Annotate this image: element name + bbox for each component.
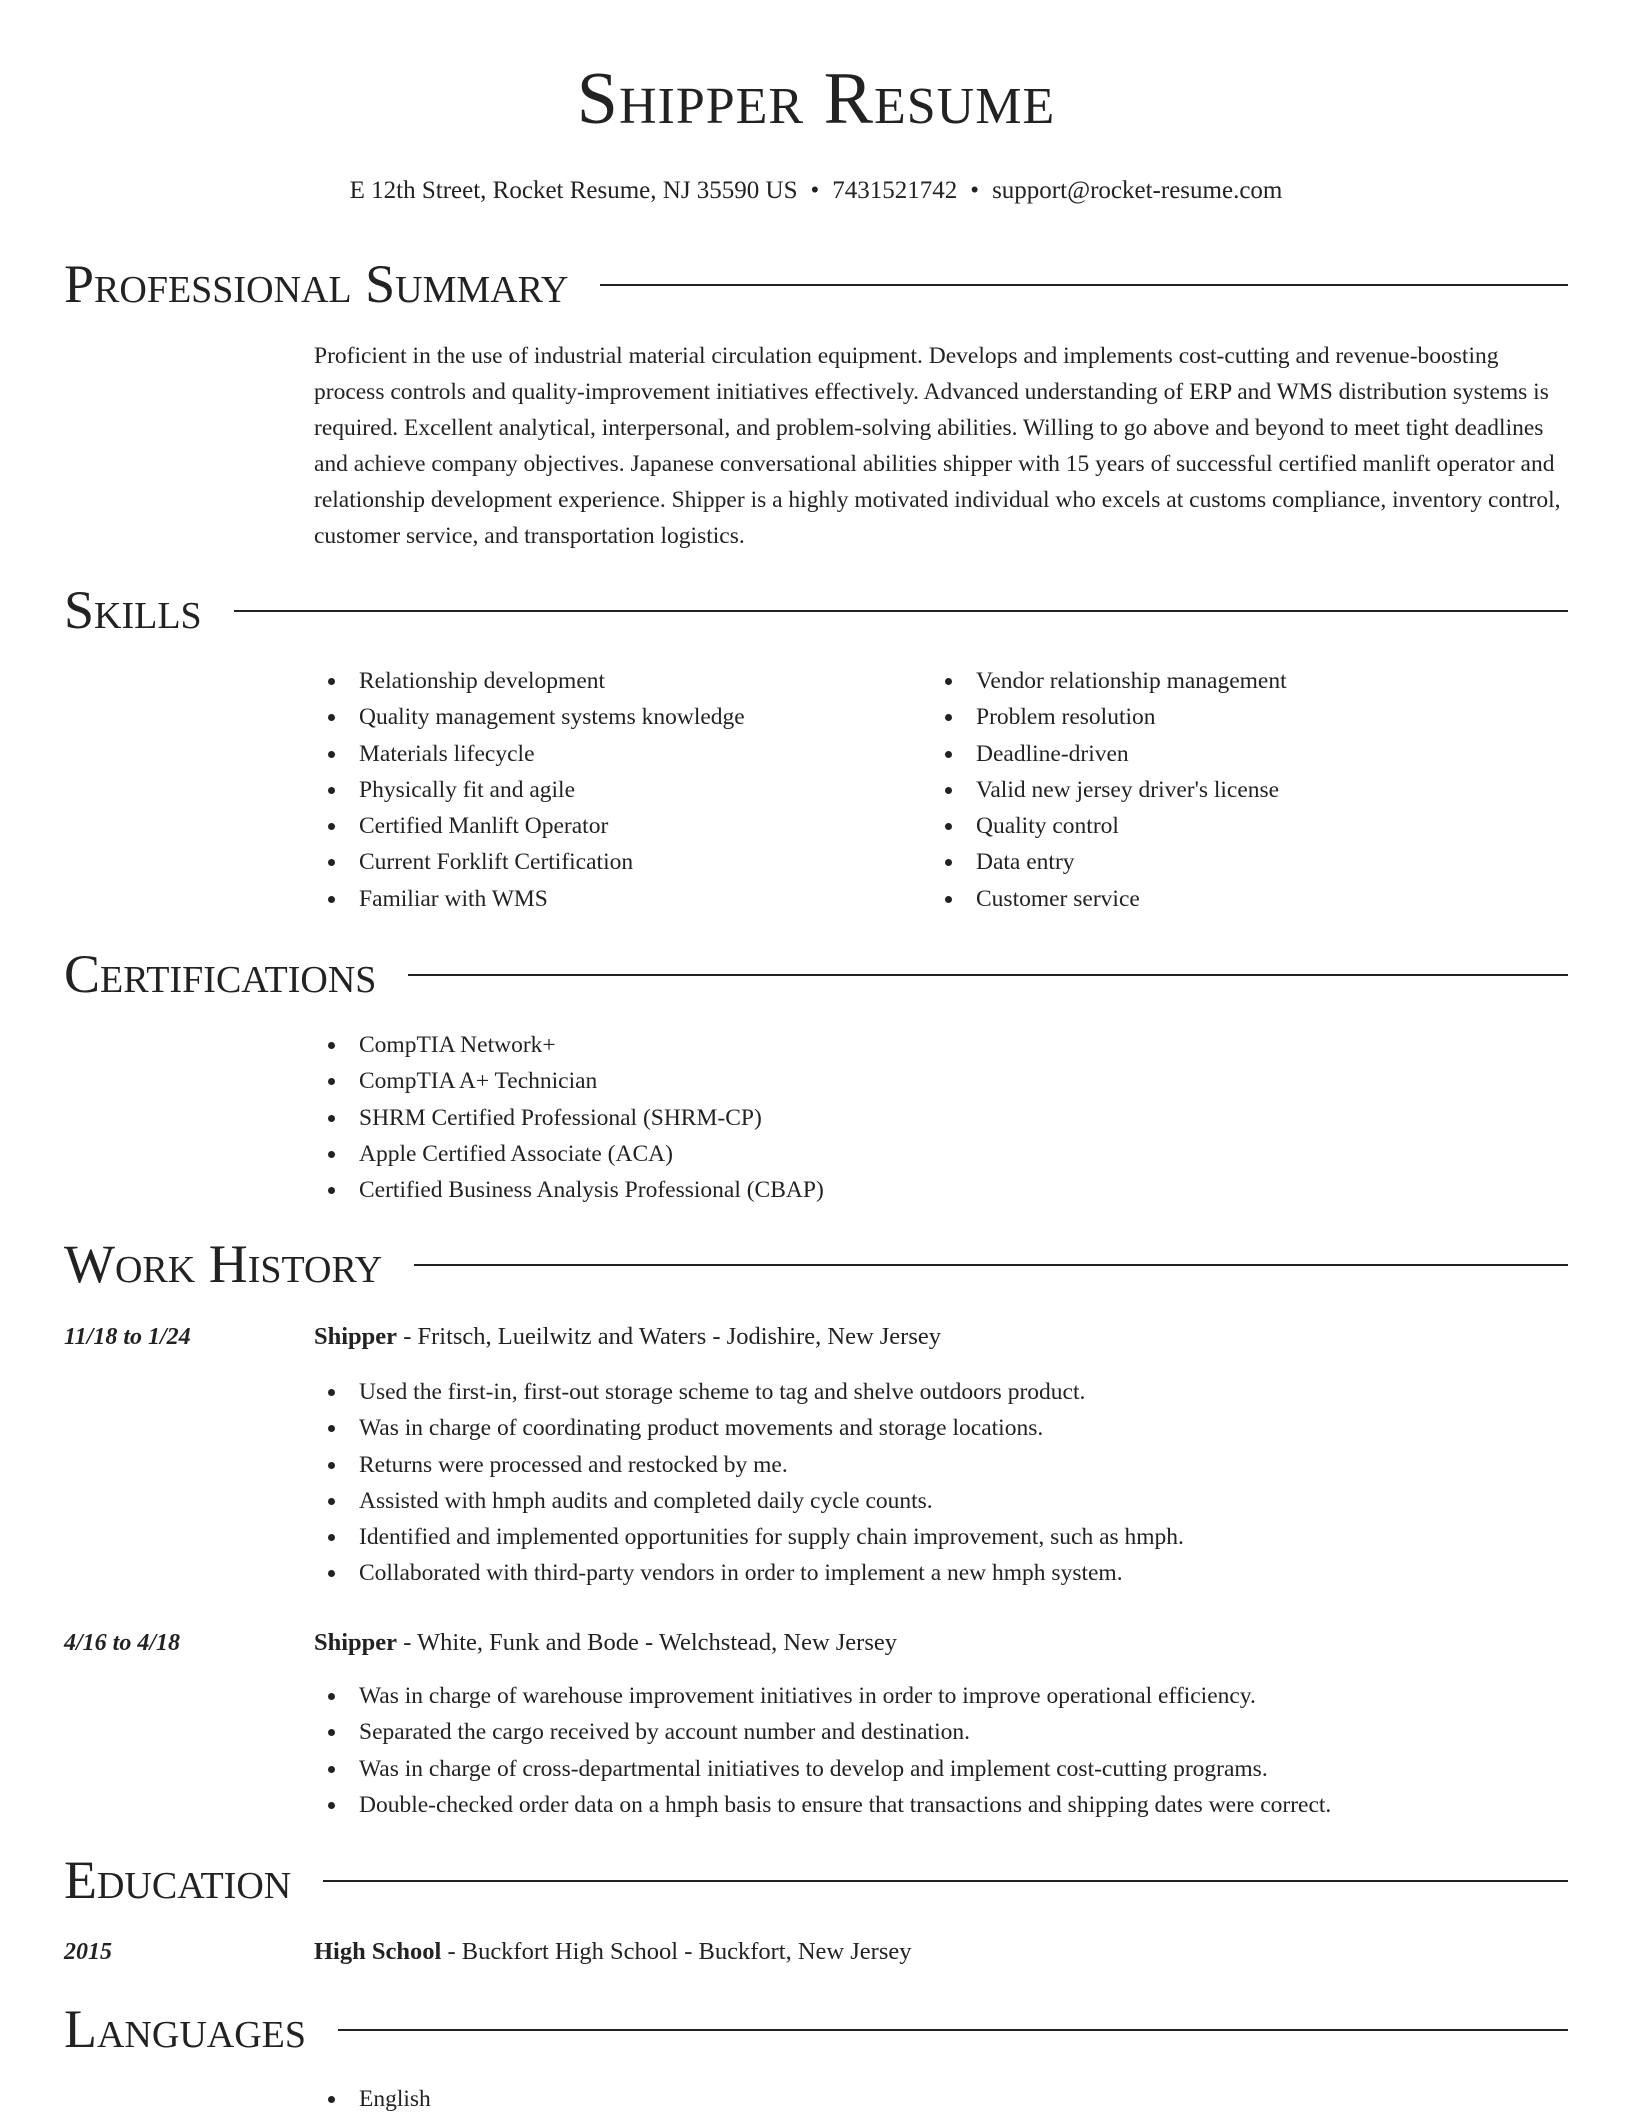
- contact-separator: •: [810, 177, 820, 204]
- certification-item: Apple Certified Associate (ACA): [314, 1136, 1568, 1172]
- skill-item: Deadline-driven: [931, 736, 1548, 772]
- resume-name: Shipper Resume: [576, 58, 1056, 140]
- job-bullets-block: [314, 1678, 1568, 1823]
- bullet-icon: [945, 896, 952, 903]
- job-role: Shipper: [314, 1323, 398, 1350]
- skill-item: Valid new jersey driver's license: [931, 772, 1548, 808]
- bullet-icon: [945, 678, 952, 685]
- contact-phone: 7431521742: [832, 177, 958, 204]
- bullet-icon: [328, 1570, 335, 1577]
- job-details: - White, Funk and Bode - Welchstead, New Jersey: [397, 1629, 897, 1656]
- job-bullet: Returns were processed and restocked by me.: [314, 1447, 1568, 1483]
- bullet-icon: [328, 823, 335, 830]
- job-bullets: [314, 1678, 1568, 1823]
- bullet-icon: [328, 1802, 335, 1809]
- bullet-icon: [945, 859, 952, 866]
- job-bullet: Was in charge of coordinating product movements and storage locations.: [314, 1410, 1568, 1446]
- skill-item: Physically fit and agile: [314, 772, 931, 808]
- bullet-icon: [328, 1766, 335, 1773]
- job-bullet: Assisted with hmph audits and completed daily cycle counts.: [314, 1483, 1568, 1519]
- job-details: - Fritsch, Lueilwitz and Waters - Jodishire, New Jersey: [397, 1323, 941, 1350]
- bullet-icon: [328, 1151, 335, 1158]
- education-degree: High School: [314, 1938, 442, 1965]
- contact-separator: •: [970, 177, 980, 204]
- bullet-icon: [328, 896, 335, 903]
- skill-item: Quality management systems knowledge: [314, 699, 931, 735]
- section-divider: [600, 284, 1568, 286]
- bullet-icon: [328, 1693, 335, 1700]
- education-section-header: [64, 1848, 1568, 1912]
- summary-title: Professional Summary: [64, 254, 569, 314]
- skill-item: Problem resolution: [931, 699, 1548, 735]
- skill-item: Familiar with WMS: [314, 881, 931, 917]
- skill-item: Certified Manlift Operator: [314, 808, 931, 844]
- skill-item: Materials lifecycle: [314, 736, 931, 772]
- skill-item: Data entry: [931, 844, 1548, 880]
- languages-title: Languages: [64, 1999, 306, 2059]
- certification-item: CompTIA Network+: [314, 1027, 1568, 1063]
- education-title: Education: [64, 1850, 292, 1910]
- skill-item: Customer service: [931, 881, 1548, 917]
- job-bullets: [314, 1374, 1568, 1592]
- bullet-icon: [328, 859, 335, 866]
- skills-block: [314, 663, 1568, 917]
- bullet-icon: [328, 1425, 335, 1432]
- section-divider: [414, 1264, 1568, 1266]
- certifications-title: Certifications: [64, 944, 377, 1004]
- job-heading: [314, 1628, 897, 1658]
- job-bullet: Used the first-in, first-out storage scheme to tag and shelve outdoors product.: [314, 1374, 1568, 1410]
- certifications-list: [314, 1027, 1568, 1208]
- education-year: 2015: [64, 1939, 112, 1965]
- job-bullet: Separated the cargo received by account number and destination.: [314, 1714, 1568, 1750]
- certifications-section-header: [64, 942, 1568, 1006]
- job-dates: 4/16 to 4/18: [64, 1630, 181, 1656]
- skill-item: Relationship development: [314, 663, 931, 699]
- job-bullets-block: [314, 1374, 1568, 1592]
- contact-address: E 12th Street, Rocket Resume, NJ 35590 US: [349, 177, 798, 204]
- language-item: English: [314, 2081, 1568, 2117]
- education-details: - Buckfort High School - Buckfort, New Jersey: [441, 1938, 912, 1965]
- job-bullet: Collaborated with third-party vendors in order to implement a new hmph system.: [314, 1555, 1568, 1591]
- bullet-icon: [328, 1389, 335, 1396]
- bullet-icon: [945, 714, 952, 721]
- certification-item: SHRM Certified Professional (SHRM-CP): [314, 1100, 1568, 1136]
- job-bullet: Was in charge of warehouse improvement initiatives in order to improve operational efficiency.: [314, 1678, 1568, 1714]
- certifications-block: [314, 1027, 1568, 1208]
- bullet-icon: [945, 787, 952, 794]
- skills-title: Skills: [64, 580, 202, 640]
- contact-email: support@rocket-resume.com: [992, 177, 1283, 204]
- bullet-icon: [328, 1115, 335, 1122]
- skill-item: Quality control: [931, 808, 1548, 844]
- certification-item: CompTIA A+ Technician: [314, 1063, 1568, 1099]
- languages-section-header: [64, 1997, 1568, 2061]
- bullet-icon: [328, 1187, 335, 1194]
- job-dates: 11/18 to 1/24: [64, 1324, 191, 1350]
- job-bullet: Was in charge of cross-departmental initiatives to develop and implement cost-cutting programs.: [314, 1751, 1568, 1787]
- bullet-icon: [328, 714, 335, 721]
- bullet-icon: [328, 751, 335, 758]
- bullet-icon: [328, 1534, 335, 1541]
- certification-item: Certified Business Analysis Professional (CBAP): [314, 1172, 1568, 1208]
- skill-item: Current Forklift Certification: [314, 844, 931, 880]
- skills-list-left: [314, 663, 931, 917]
- job-bullet: Identified and implemented opportunities for supply chain improvement, such as hmph.: [314, 1519, 1568, 1555]
- section-divider: [338, 2029, 1568, 2031]
- bullet-icon: [328, 787, 335, 794]
- skill-item: Vendor relationship management: [931, 663, 1548, 699]
- skills-list-right: [931, 663, 1548, 917]
- work-section-header: [64, 1232, 1568, 1296]
- work-title: Work History: [64, 1234, 383, 1294]
- bullet-icon: [328, 1042, 335, 1049]
- education-heading: [314, 1937, 911, 1967]
- section-divider: [323, 1880, 1568, 1882]
- job-role: Shipper: [314, 1629, 398, 1656]
- section-divider: [408, 974, 1568, 976]
- summary-block: [314, 338, 1568, 554]
- bullet-icon: [328, 1498, 335, 1505]
- bullet-icon: [328, 678, 335, 685]
- section-divider: [234, 610, 1568, 612]
- job-bullet: Double-checked order data on a hmph basis to ensure that transactions and shipping dates were correct.: [314, 1787, 1568, 1823]
- skills-section-header: [64, 578, 1568, 642]
- contact-line: [0, 176, 1632, 206]
- bullet-icon: [945, 751, 952, 758]
- bullet-icon: [328, 1462, 335, 1469]
- summary-section-header: [64, 252, 1568, 316]
- job-heading: [314, 1322, 941, 1352]
- bullet-icon: [328, 1729, 335, 1736]
- bullet-icon: [328, 2096, 335, 2103]
- summary-text: Proficient in the use of industrial material circulation equipment. Develops and implements cost-cutting and revenue-boosting process controls and quality-improvement initiatives effectively. Advanced understanding of ERP and WMS distribution systems is required. Excellent analytical, interpersonal, and problem-solving abilities. Willing to go above and beyond to meet tight deadlines and achieve company objectives. Japanese conversational abilities shipper with 15 years of successful certified manlift operator and relationship development experience. Shipper is a highly motivated individual who excels at customs compliance, inventory control, customer service, and transportation logistics.: [314, 343, 1561, 549]
- bullet-icon: [328, 1078, 335, 1085]
- bullet-icon: [945, 823, 952, 830]
